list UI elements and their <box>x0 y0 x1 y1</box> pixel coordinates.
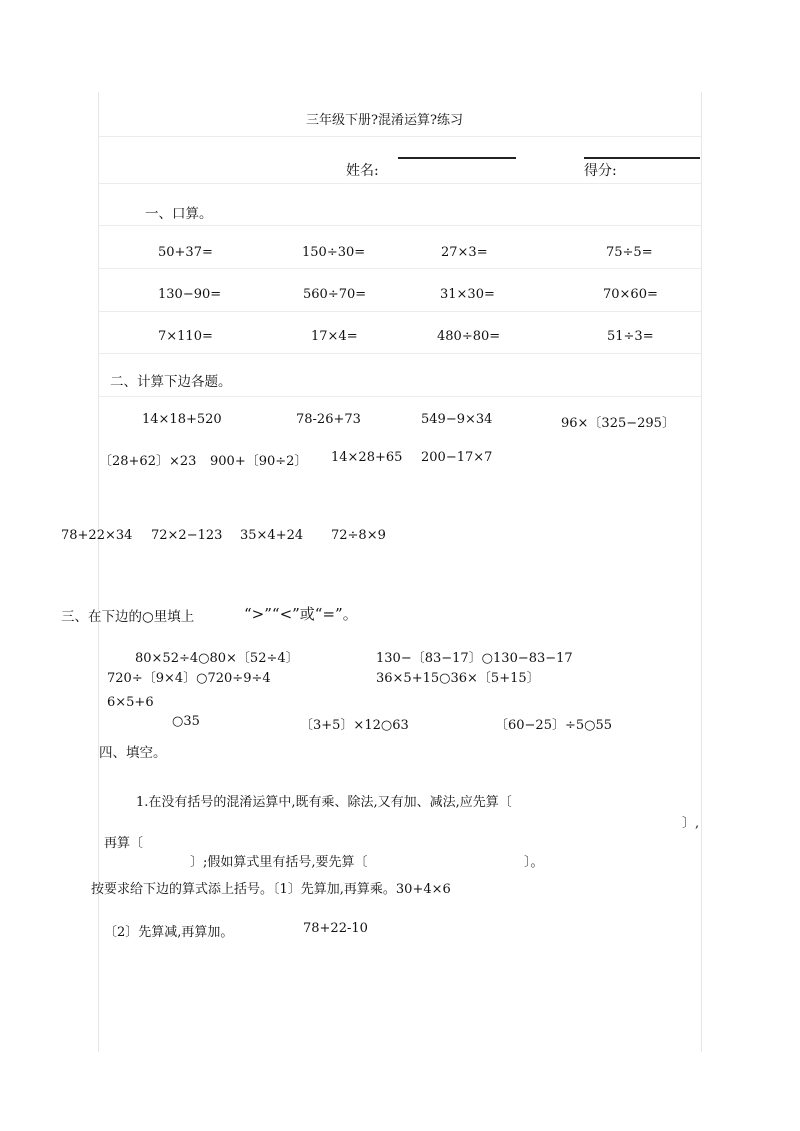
section3-heading: 三、在下边的○里填上 <box>61 609 195 625</box>
calc-problem: 14×28+65 <box>331 450 403 465</box>
compare-problem: 36×5+15○36×〔5+15〕 <box>376 671 540 686</box>
section3-symbols: “>”“<”或“=”。 <box>244 605 358 623</box>
calc-problem: 200−17×7 <box>421 450 493 465</box>
compare-problem: 6×5+6 <box>107 695 154 710</box>
calc-problem: 96×〔325−295〕 <box>561 416 675 431</box>
fill-question-3-expr: 78+22-10 <box>303 921 368 936</box>
oral-problem: 130−90= <box>158 287 222 302</box>
fill-question-1-line2b: 〕;假如算式里有括号,要先算〔 <box>190 855 368 870</box>
fill-question-1-line1: 1.在没有括号的混淆运算中,既有乘、除法,又有加、减法,应先算〔 <box>136 795 512 810</box>
guide-line <box>98 396 702 397</box>
score-underline <box>584 157 700 159</box>
fill-question-1-line2c: 〕。 <box>524 855 544 870</box>
oral-problem: 70×60= <box>603 287 658 302</box>
compare-problem: 720÷〔9×4〕○720÷9÷4 <box>107 671 271 686</box>
guide-line <box>98 183 702 184</box>
fill-question-1-line1-end: 〕, <box>682 816 700 831</box>
section4-heading: 四、填空。 <box>99 745 167 761</box>
oral-problem: 75÷5= <box>606 245 653 260</box>
calc-problem: 35×4+24 <box>240 528 304 543</box>
fill-question-1-line2a: 再算〔 <box>104 836 144 851</box>
right-border-line <box>701 92 702 1052</box>
compare-problem: 80×52÷4○80×〔52÷4〕 <box>135 651 299 666</box>
compare-problem: 〔3+5〕×12○63 <box>300 718 409 733</box>
compare-problem: ○35 <box>172 714 200 729</box>
calc-problem: 78-26+73 <box>296 412 361 427</box>
guide-line <box>98 268 702 269</box>
calc-problem: 900+〔90÷2〕 <box>210 454 308 469</box>
name-label: 姓名: <box>346 163 379 179</box>
left-border-line <box>98 92 99 1052</box>
oral-problem: 150÷30= <box>302 245 366 260</box>
oral-problem: 27×3= <box>441 245 488 260</box>
calc-problem: 549−9×34 <box>421 412 493 427</box>
oral-problem: 480÷80= <box>437 329 501 344</box>
calc-problem: 72÷8×9 <box>331 528 386 543</box>
oral-problem: 50+37= <box>158 245 213 260</box>
calc-problem: 72×2−123 <box>151 528 223 543</box>
compare-problem: 〔60−25〕÷5○55 <box>495 718 613 733</box>
oral-problem: 7×110= <box>158 329 213 344</box>
guide-line <box>98 311 702 312</box>
section2-heading: 二、计算下边各题。 <box>110 374 232 390</box>
oral-problem: 560÷70= <box>303 287 367 302</box>
fill-question-3-label: 〔2〕先算减,再算加。 <box>104 925 234 940</box>
fill-question-2: 按要求给下边的算式添上括号。〔1〕先算加,再算乘。30+4×6 <box>91 882 451 897</box>
compare-problem: 130−〔83−17〕○130−83−17 <box>376 651 573 666</box>
calc-problem: 78+22×34 <box>61 528 133 543</box>
calc-problem: 〔28+62〕×23 <box>99 454 197 469</box>
page-title: 三年级下册?混淆运算?练习 <box>306 113 463 128</box>
score-label: 得分: <box>584 163 617 179</box>
section1-heading: 一、口算。 <box>145 206 213 222</box>
calc-problem: 14×18+520 <box>142 412 222 427</box>
oral-problem: 51÷3= <box>607 329 654 344</box>
guide-line <box>98 225 702 226</box>
guide-line <box>98 136 702 137</box>
guide-line <box>98 353 702 354</box>
name-underline <box>398 157 516 159</box>
oral-problem: 17×4= <box>311 329 358 344</box>
oral-problem: 31×30= <box>440 287 495 302</box>
